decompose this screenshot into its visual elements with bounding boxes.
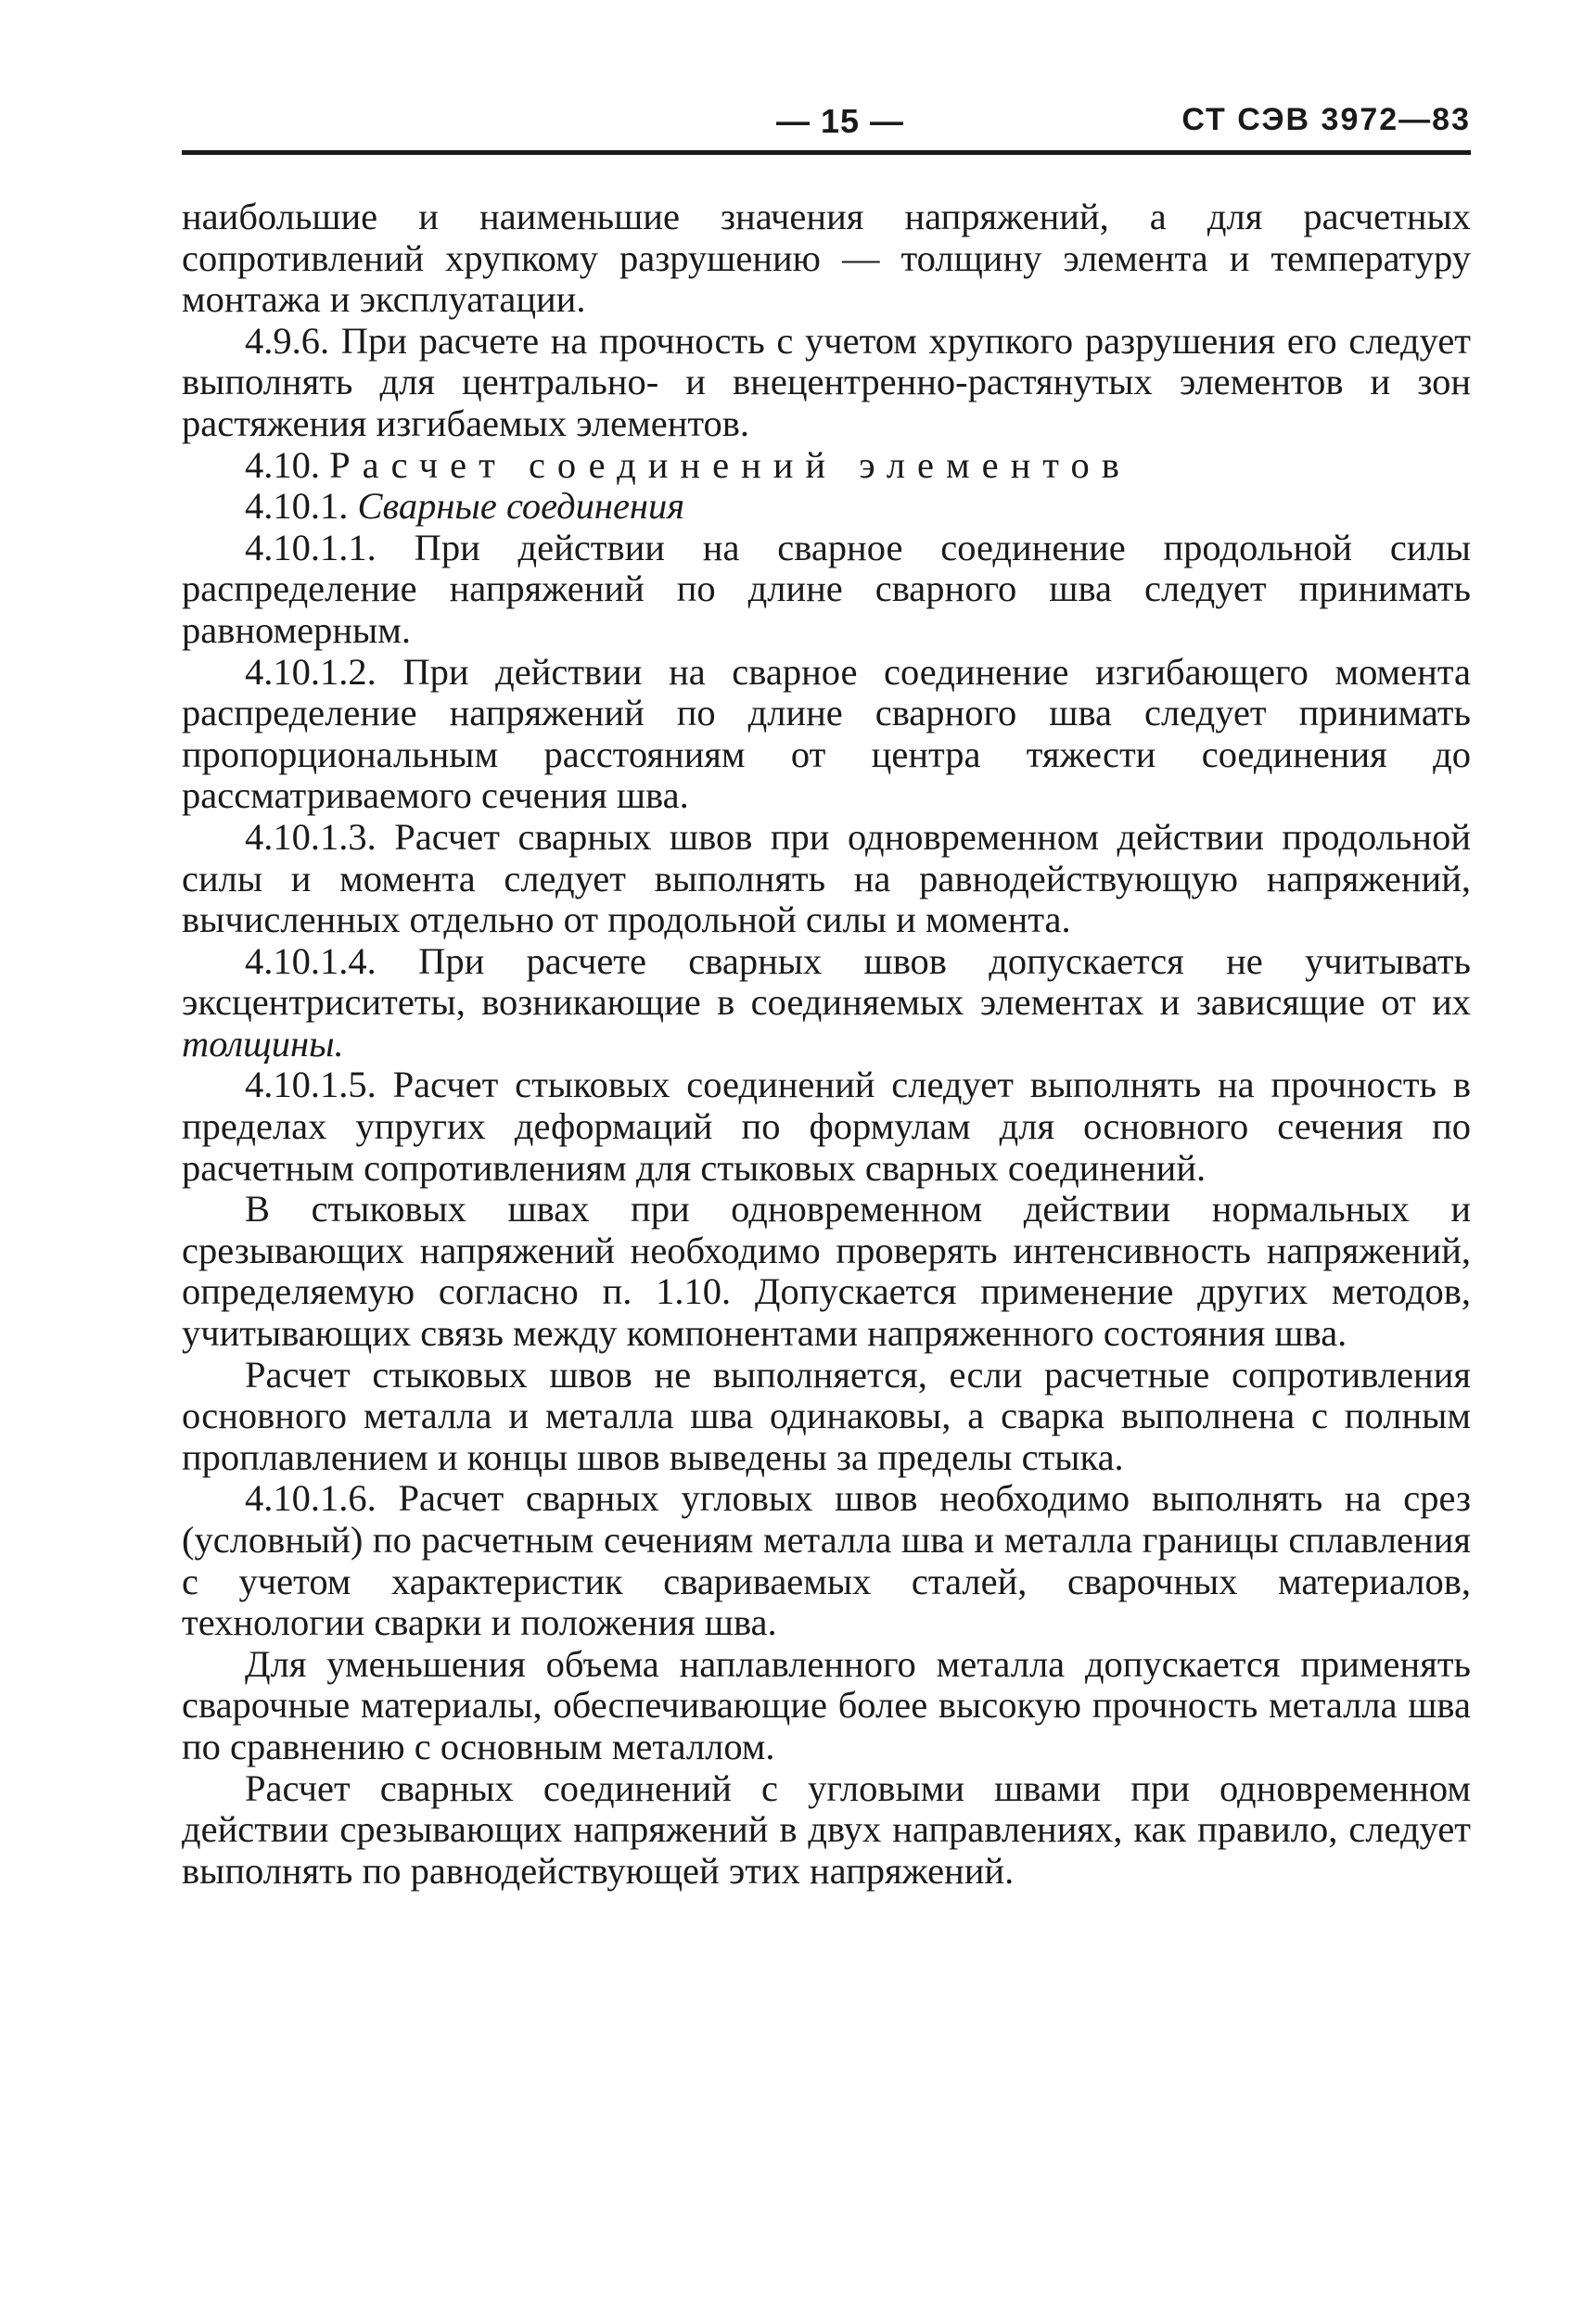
section-number: 4.10.: [245, 443, 320, 486]
paragraph-italic-word: толщины.: [182, 1022, 344, 1065]
paragraph-4-10-1-1: 4.10.1.1. При действии на сварное соединение продольной силы распределение напряжений по длине сварного шва следует принимать равномерным.: [182, 526, 1471, 651]
document-code: СТ СЭВ 3972—83: [1181, 102, 1471, 137]
paragraph-text: 4.10.1.4. При расчете сварных швов допускается не учитывать эксцентриситеты, возникающие в соединяемых элементах и зависящие от их: [182, 939, 1471, 1024]
paragraph-4-10-1-6: 4.10.1.6. Расчет сварных угловых швов необходимо выполнять на срез (условный) по расчетным сечениям металла шва и металла границы сплавления с учетом характеристик свариваемых сталей, сварочных материалов, технологии сварки и положения шва.: [182, 1477, 1471, 1644]
paragraph-4-10-1-4: [182, 941, 1471, 1065]
subsection-number: 4.10.1.: [245, 485, 349, 528]
paragraph-4-10-1-2: 4.10.1.2. При действии на сварное соединение изгибающего момента распределение напряжений по длине сварного шва следует принимать пропорциональным расстояниям от центра тяжести соединения до рассматриваемого сечения шва.: [182, 650, 1471, 817]
section-title: Расчет соединений элементов: [329, 443, 1131, 486]
paragraph-4-10-1-3: 4.10.1.3. Расчет сварных швов при одновременном действии продольной силы и момента следует выполнять на равнодействующую напряжений, вычисленных отдельно от продольной силы и момента.: [182, 815, 1471, 941]
paragraph-continuation: наибольшие и наименьшие значения напряжений, а для расчетных сопротивлений хрупкому разрушению — толщину элемента и температуру монтажа и эксплуатации.: [182, 196, 1471, 321]
section-heading-4-10: [182, 445, 1471, 487]
paragraph-fillet-welds: Расчет сварных соединений с угловыми швами при одновременном действии срезывающих напряжений в двух направлениях, как правило, следует выполнять по равнодействующей этих напряжений.: [182, 1766, 1471, 1892]
paragraph-4-9-6: 4.9.6. При расчете на прочность с учетом хрупкого разрушения его следует выполнять для центрально- и внецентренно-растянутых элементов и зон растяжения изгибаемых элементов.: [182, 319, 1471, 444]
page-number: — 15 —: [775, 102, 905, 140]
paragraph-weld-metal: Для уменьшения объема наплавленного металла допускается применять сварочные материалы, обеспечивающие более высокую прочность металла шва по сравнению с основным металлом.: [182, 1642, 1471, 1767]
page-body: [182, 197, 1471, 1892]
header-rule: [182, 150, 1471, 155]
page-header: [182, 102, 1471, 148]
paragraph-butt-welds: В стыковых швах при одновременном действии нормальных и срезывающих напряжений необходимо проверять интенсивность напряжений, определяемую согласно п. 1.10. Допускается применение других методов, учитывающих связь между компонентами напряженного состояния шва.: [182, 1188, 1471, 1355]
subsection-title: Сварные соединения: [357, 485, 685, 528]
paragraph-butt-welds-exemption: Расчет стыковых швов не выполняется, если расчетные сопротивления основного металла и металла шва одинаковы, а сварка выполнена с полным проплавлением и концы швов выведены за пределы стыка.: [182, 1353, 1471, 1478]
subsection-heading-4-10-1: [182, 486, 1471, 528]
paragraph-4-10-1-5: 4.10.1.5. Расчет стыковых соединений следует выполнять на прочность в пределах упругих деформаций по формулам для основного сечения по расчетным сопротивлениям для стыковых сварных соединений.: [182, 1064, 1471, 1189]
